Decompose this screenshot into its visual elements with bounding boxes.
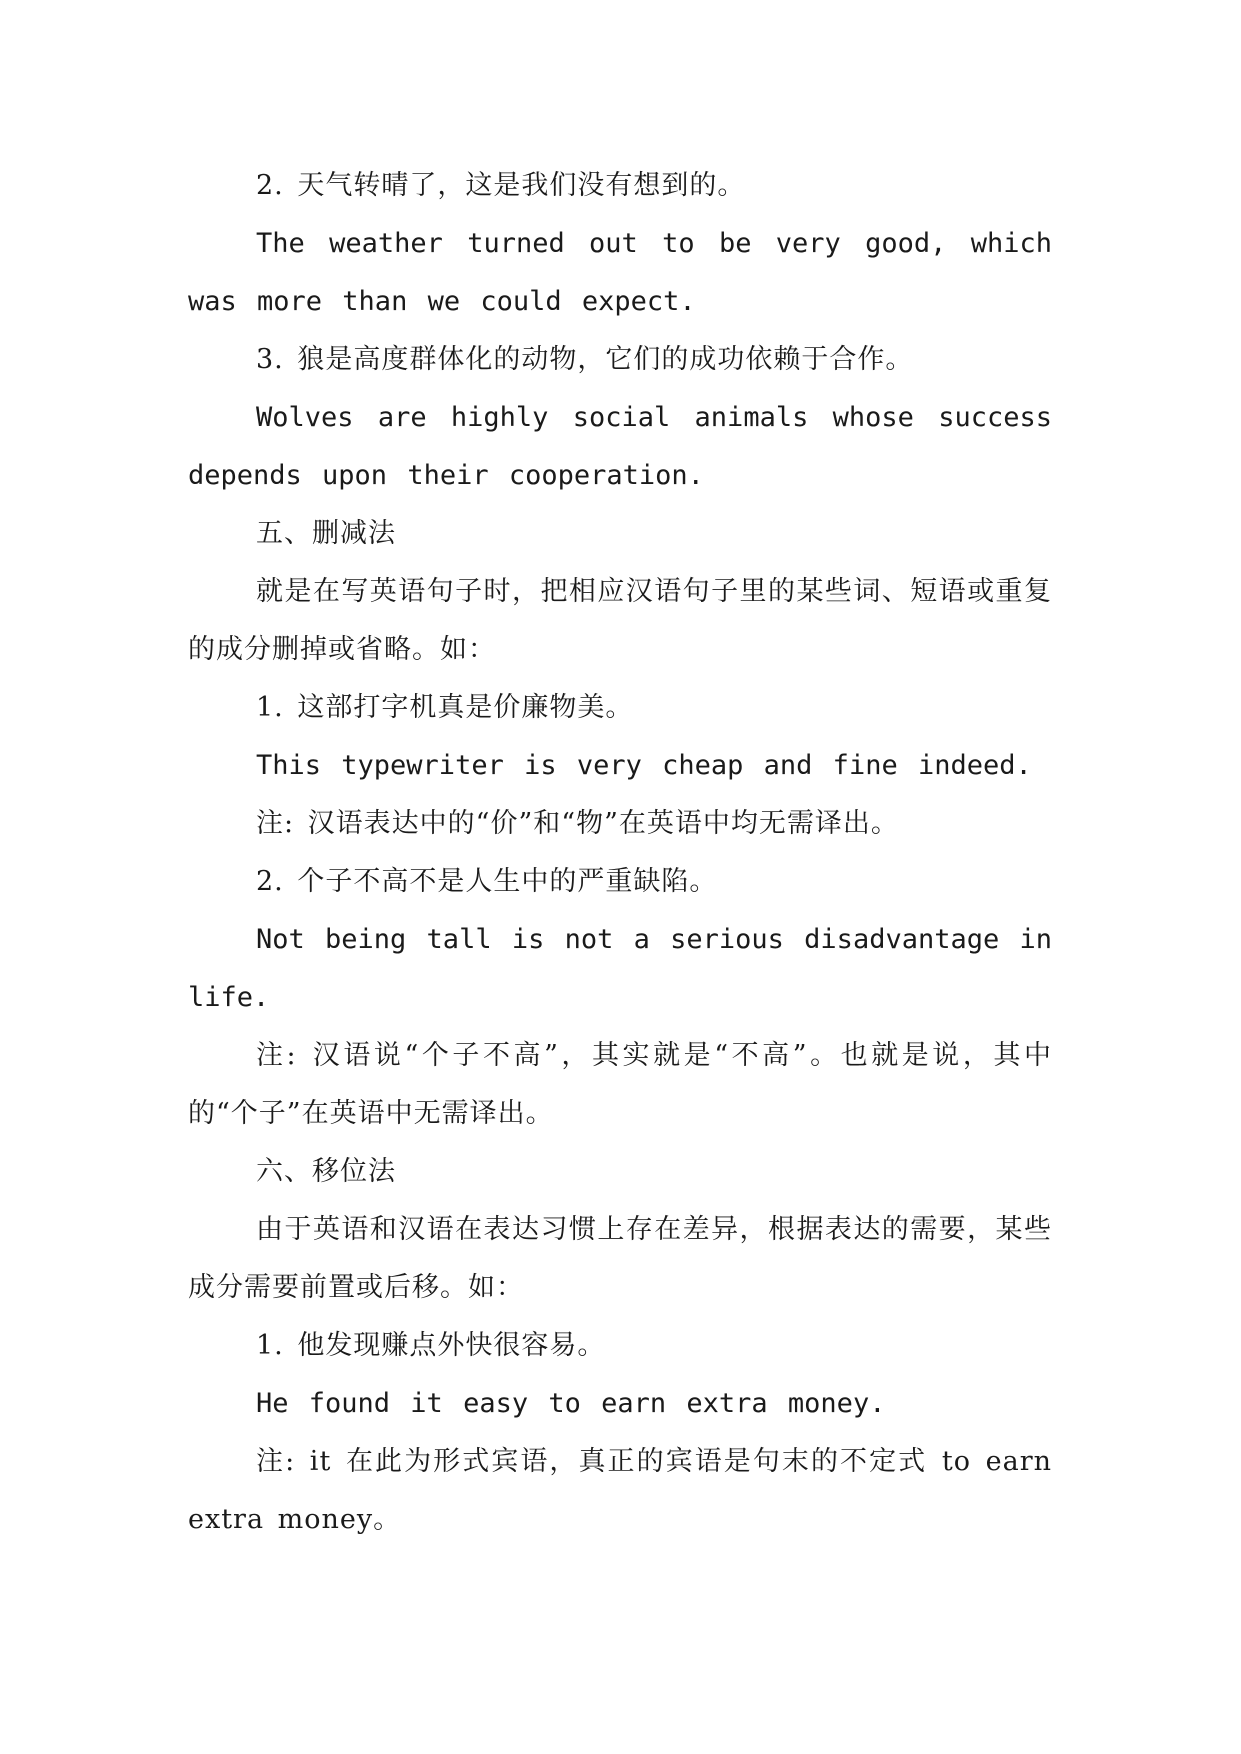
section-description-shift: 由于英语和汉语在表达习惯上存在差异，根据表达的需要，某些成分需要前置或后移。如： xyxy=(188,1214,1052,1303)
section-heading-deletion: 五、删减法 xyxy=(256,518,396,549)
example-3-english: Wolves are highly social animals whose success depends upon their cooperation. xyxy=(188,402,1052,491)
example-2-chinese: 2. 天气转晴了，这是我们没有想到的。 xyxy=(256,170,746,201)
shift-example-1-english: He found it easy to earn extra money. xyxy=(256,1388,886,1419)
deletion-example-1-english: This typewriter is very cheap and fine indeed. xyxy=(256,750,1032,781)
section-description-deletion: 就是在写英语句子时，把相应汉语句子里的某些词、短语或重复的成分删掉或省略。如： xyxy=(188,576,1052,665)
shift-example-1-note: 注: it 在此为形式宾语，真正的宾语是句末的不定式 to earn extra money。 xyxy=(188,1446,1052,1535)
deletion-example-1-note: 注: 汉语表达中的“价”和“物”在英语中均无需译出。 xyxy=(256,808,899,839)
example-3-chinese: 3. 狼是高度群体化的动物，它们的成功依赖于合作。 xyxy=(256,344,914,375)
section-heading-shift: 六、移位法 xyxy=(256,1156,396,1187)
deletion-example-2-note: 注: 汉语说“个子不高”，其实就是“不高”。也就是说，其中的“个子”在英语中无需译出。 xyxy=(188,1040,1052,1129)
deletion-example-2-english: Not being tall is not a serious disadvantage in life. xyxy=(188,924,1053,1013)
deletion-example-1-chinese: 1. 这部打字机真是价廉物美。 xyxy=(256,692,634,723)
deletion-example-2-chinese: 2. 个子不高不是人生中的严重缺陷。 xyxy=(256,866,718,897)
document-page xyxy=(188,157,1052,1549)
shift-example-1-chinese: 1. 他发现赚点外快很容易。 xyxy=(256,1330,606,1361)
example-2-english: The weather turned out to be very good, which was more than we could expect. xyxy=(188,228,1052,317)
